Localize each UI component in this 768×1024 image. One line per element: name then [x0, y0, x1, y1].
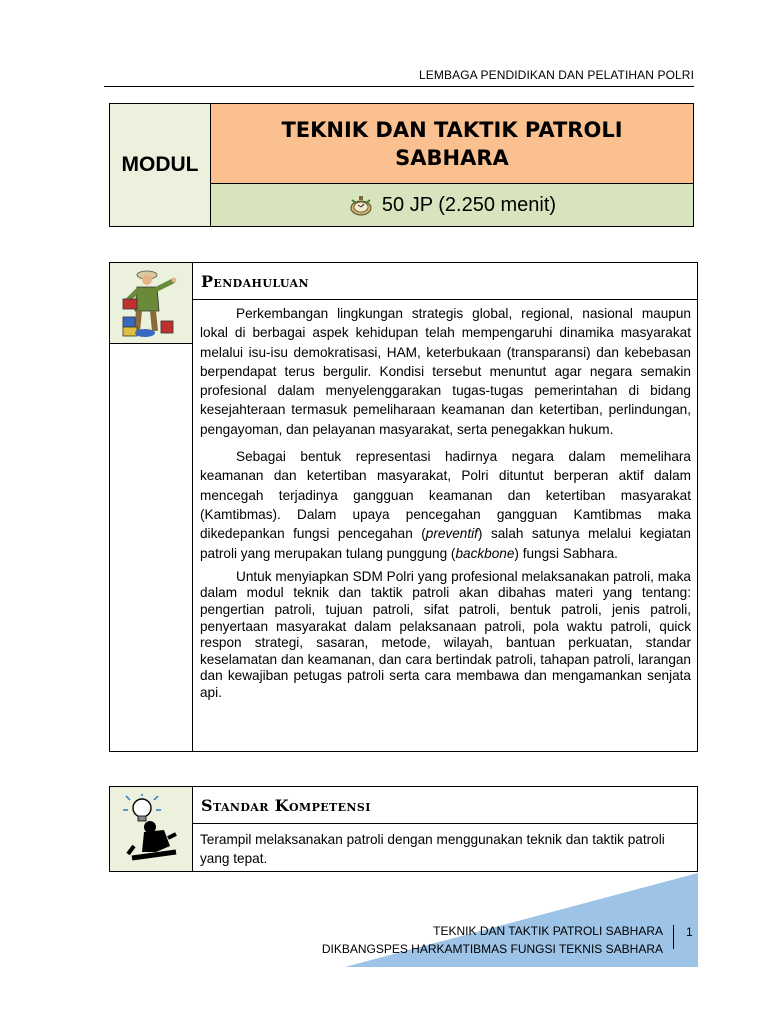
modul-label: MODUL	[110, 104, 211, 226]
footer-separator	[673, 925, 674, 949]
paragraph-2-text-a: Sebagai bentuk representasi hadirnya negara dalam memelihara keamanan dan ketertiban masyarakat, Polri dituntut berperan aktif dalam mencegah terjadinya gangguan keamanan dan ketertiban masyarakat (Kamtibmas). Dalam upaya pencegahan gangguan Kamtibmas maka dikedepankan fungsi pencegahan (	[200, 449, 691, 542]
title-right-column	[211, 104, 693, 226]
module-title	[211, 104, 693, 184]
pendahuluan-paragraph-2	[200, 447, 691, 563]
module-duration	[211, 184, 693, 226]
kompetensi-body	[193, 830, 697, 868]
module-title-block	[109, 103, 694, 227]
page-number: 1	[686, 925, 693, 939]
footer-module-title: TEKNIK DAN TAKTIK PATROLI SABHARA	[433, 924, 663, 938]
header-divider	[104, 86, 694, 87]
module-title-line2: SABHARA	[395, 145, 509, 170]
duration-text: 50 JP (2.250 menit)	[381, 193, 557, 216]
header-institution: LEMBAGA PENDIDIKAN DAN PELATIHAN POLRI	[419, 68, 694, 82]
lightbulb-thinker-icon	[120, 794, 182, 864]
paragraph-2-text-b: ) salah satunya melalui kegiatan patroli yang merupakan tulang punggung (	[200, 526, 691, 561]
kompetensi-text: Terampil melaksanakan patroli dengan menggunakan teknik dan taktik patroli yang tepat.	[200, 832, 665, 866]
pendahuluan-paragraph-1: Perkembangan lingkungan strategis global, regional, nasional maupun lokal di berbagai aspek kehidupan telah mempengaruhi dinamika masyarakat melalui isu-isu demokratisasi, HAM, keterbukaan (transparansi) dan kebebasan berpendapat terus bergulir. Kondisi tersebut menuntut agar negara semakin profesional dalam menyelenggarakan tugas-tugas pemerintahan di bidang kesejahteraan termasuk pemeliharaan keamanan dan ketertiban, perlindungan, pengayoman, dan pelayanan masyarakat, serta penegakkan hukum.	[200, 306, 691, 437]
section-pendahuluan	[109, 262, 698, 752]
module-title-line1: TEKNIK DAN TAKTIK PATROLI	[281, 117, 623, 142]
pendahuluan-icon-cell	[110, 263, 192, 344]
paragraph-2-italic-backbone: backbone	[455, 545, 515, 561]
paragraph-2-italic-preventif: preventif	[425, 526, 478, 542]
kompetensi-heading: Standar Kompetensi	[193, 787, 697, 824]
stopwatch-icon	[348, 194, 374, 216]
pendahuluan-heading: Pendahuluan	[193, 263, 697, 300]
section-standar-kompetensi	[109, 786, 698, 872]
pendahuluan-paragraph-3: Untuk menyiapkan SDM Polri yang profesional melaksanakan patroli, maka dalam modul teknik dan taktik patroli akan dibahas materi yang tentang: pengertian patroli, tujuan patroli, sifat patroli, bentuk patroli, jenis patroli, penyertaan masyarakat dalam pelaksanaan patroli, pola waktu patroli, quick respon strategi, sasaran, metode, wilayah, bantuan perkuatan, standar keselamatan dan keamanan, dan cara bertindak patroli, tahapan patroli, larangan dan kewajiban petugas patroli serta cara membawa dan mengamankan senjata api.	[200, 568, 691, 701]
surveyor-figure-icon	[121, 267, 181, 339]
paragraph-2-text-c: ) fungsi Sabhara.	[514, 545, 618, 561]
kompetensi-icon-cell	[110, 787, 192, 871]
pendahuluan-body	[193, 304, 697, 702]
footer-program-name: DIKBANGSPES HARKAMTIBMAS FUNGSI TEKNIS SABHARA	[321, 942, 663, 956]
